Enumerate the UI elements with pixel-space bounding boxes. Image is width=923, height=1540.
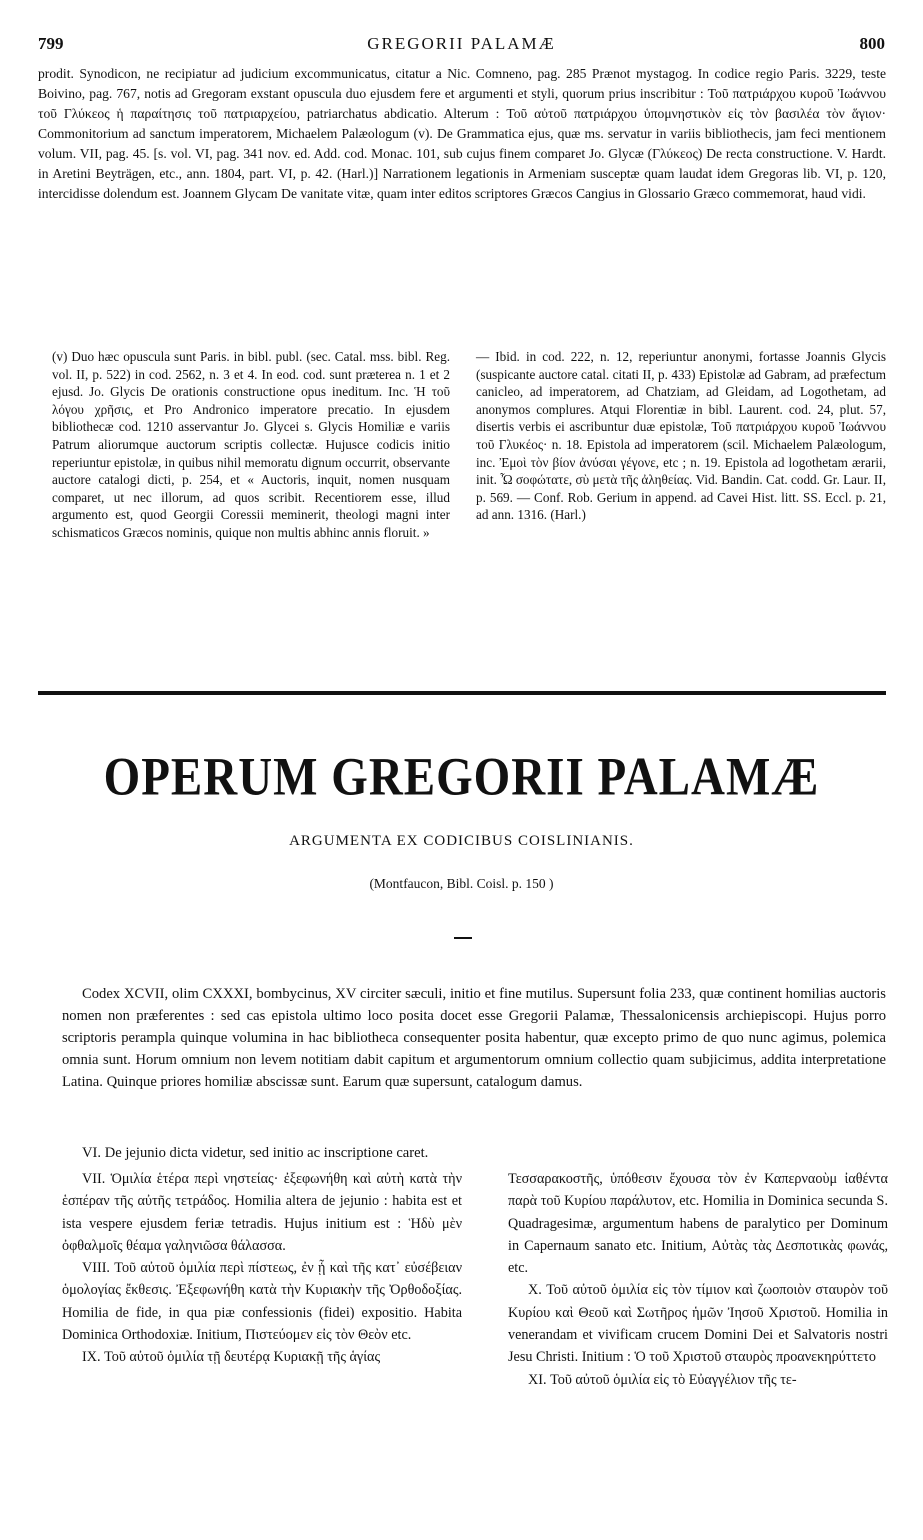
homily-entry: XI. Τοῦ αὐτοῦ ὁμιλία εἰς τὸ Εὐαγγέλιον τῆς τε- [528, 1371, 797, 1388]
running-header [38, 34, 885, 54]
page-number-right: 800 [859, 34, 885, 53]
page-number-left: 799 [38, 34, 64, 53]
paragraph-vi: VI. De jejunio dicta videtur, sed initio ac inscriptione caret. [82, 1145, 429, 1161]
column-right [508, 1168, 888, 1391]
section-divider [38, 691, 886, 695]
body-paragraph: Codex XCVII, olim CXXXI, bombycinus, XV circiter sæculi, initio et fine mutilus. Supersunt folia 233, quæ continent homilias auctoris nomen non præferentes : sed cas epistola ultimo loco posita docet esse Gregorii Palamæ, Thessalonicensis archiepiscopi. Hujus porro scriptoris perampla quinque volumina in hac bibliotheca consequenter posita habentur, quæ excepto primo de quo nunc agimus, polemica omnia sunt. Horum omnium non levem notitiam dabit capitum et argumentorum omnium collectio quam subjicimus, addita interpretatione Latina. Quinque priores homiliæ abscissæ sunt. Earum quæ supersunt, catalogum damus. [62, 986, 886, 1090]
short-rule [454, 937, 472, 939]
section-title: OPERUM GREGORII PALAMÆ [103, 747, 820, 807]
section-subtitle: ARGUMENTA EX CODICIBUS COISLINIANIS. [289, 833, 634, 849]
intro-paragraph: prodit. Synodicon, ne recipiatur ad judicium excommunicatus, citatur a Nic. Comneno, pag. 285 Prænot mystagog. In codice regio Paris. 3229, teste Boivino, pag. 767, notis ad Gregoram exstant opuscula duo ejusdem fere et argumenti et styli, quorum prius inscribitur : Τοῦ πατριάρχου κυροῦ Ἰωάννου τοῦ Γλύκεος ἡ παραίτησις τοῦ πατριαρχείου, patriarchatus abdicatio. Alterum : Τοῦ αὐτοῦ πατριάρχου ὑπομνηστικὸν εἰς τὸν βασιλέα τὸν ἅγιον· Commonitorium ad sanctum imperatorem, Michaelem Palæologum (v). De Grammatica ejus, quæ ms. servatur in variis bibliothecis, jam feci mentionem volum. VII, pag. 45. [s. vol. VI, pag. 341 nov. ed. Add. cod. Monac. 101, sub cujus finem comparet Jo. Glycæ (Γλύκεος) De recta constructione. V. Hardt. in Aretini Beyträgen, etc., ann. 1804, part. VI, p. 42. (Harl.)] Narrationem legationis in Armeniam susceptæ quam laudat idem Gregoras lib. VI, p. 120, intercidisse dolendum est. Joannem Glycam De vanitate vitæ, quam inter editos scriptores Græcos Cangius in Glossario Græco commemorat, haud vidi. [38, 66, 886, 201]
homily-entry: X. Τοῦ αὐτοῦ ὁμιλία εἰς τὸν τίμιον καὶ ζωοποιὸν σταυρὸν τοῦ Κυρίου καὶ Θεοῦ καὶ Σωτῆρος ἡμῶν Ἰησοῦ Χριστοῦ. Homilia in venerandam et vivificam crucem Domini Dei et Salvatoris nostri Jesu Christi. Initium : Ὁ τοῦ Χριστοῦ σταυρὸς προανεκηρύττετο [508, 1282, 888, 1366]
homily-entry: IX. Τοῦ αὐτοῦ ὁμιλία τῇ δευτέρᾳ Κυριακῇ τῆς ἁγίας [82, 1349, 381, 1366]
homily-entry: VII. Ὁμιλία ἑτέρα περὶ νηστείας· ἐξεφωνήθη καὶ αὐτὴ κατὰ τὴν ἑσπέραν τῆς αὐτῆς τετράδος. Homilia altera de jejunio : habita est et ista vespere ejusdem feriæ tetradis. Hujus initium est : Ἡδὺ μὲν ὀφθαλμοῖς θέαμα γαληνιῶσα θάλασσα. [62, 1171, 462, 1254]
homily-entry: VIII. Τοῦ αὐτοῦ ὁμιλία περὶ πίστεως, ἐν ᾗ καὶ τῆς κατ᾽ εὐσέβειαν ὁμολογίας ἔκθεσις. Ἐξεφωνήθη κατὰ τὴν Κυριακὴν τῆς Ὀρθοδοξίας. Homilia de fide, in qua piæ confessionis (fidei) expositio. Habita Dominica Orthodoxiæ. Initium, Πιστεύομεν εἰς τὸν Θεὸν etc. [62, 1260, 462, 1344]
column-left [62, 1168, 462, 1369]
footnote-right: — Ibid. in cod. 222, n. 12, reperiuntur anonymi, fortasse Joannis Glycis (suspicante auctore catal. citati II, p. 433) Epistolæ ad Gabram, ad præfectum canicleo, ad imperatorem, ad Chatziam, ad Gleidam, ad Logothetam, ad anonymos complures. Atqui Florentiæ in bibl. Laurent. cod. 24, plut. 57, disertis verbis ei ascribuntur duæ epistolæ, Τοῦ πατριάρχου κυροῦ Ἰωάννου τοῦ Γλυκέος· n. 18. Epistola ad imperatorem (scil. Michaelem Palæologum, inc. Ἐμοὶ τὸν βίον ἀνύσαι γέγονε, etc ; n. 19. Epistola ad logothetam ærarii, init. Ὦ σοφώτατε, σὺ μετὰ τῆς ἀληθείας. Vid. Bandin. Cat. codd. Gr. Laur. II, p. 569. — Conf. Rob. Gerium in append. ad Cavei Hist. litt. SS. Eccl. p. 21, ad ann. 1316. (Harl.) [476, 349, 886, 523]
running-title: GREGORII PALAMÆ [367, 34, 556, 53]
homily-entry: Τεσσαρακοστῆς, ὑπόθεσιν ἔχουσα τὸν ἐν Καπερναοὺμ ἰαθέντα παρὰ τοῦ Κυρίου παράλυτον, etc. Homilia in Dominica secunda S. Quadragesimæ, argumentum habens de paralytico per Dominum in Capernaum sanato etc. Initium, Αὐτὰς τὰς Δεσποτικὰς φωνάς, etc. [508, 1171, 888, 1277]
section-source: (Montfaucon, Bibl. Coisl. p. 150 ) [369, 876, 554, 891]
footnote-left: (v) Duo hæc opuscula sunt Paris. in bibl. publ. (sec. Catal. mss. bibl. Reg. vol. II, p. 522) in cod. 2562, n. 3 et 4. In eod. cod. sunt præterea n. 1 et 2 ejusd. Jo. Glycis De orationis constructione opus ineditum. Inc. Ἡ τοῦ λόγου χρῆσις, et Pro Andronico imperatore precatio. In ejusdem bibliothecæ cod. 1210 asservantur Jo. Glycei s. Glycis Homiliæ e variis Patrum aliorumque auctorum scriptis collectæ. Hujusce codicis initio reperiuntur epistolæ, in quibus nihil memoratu dignum occurrit, observante auctore catalogi dicti, p. 254, et « Auctoris, inquit, nomen nusquam comparet, ut nec illorum, ad quos scribit. Recentiorem esse, illud argumento est, quod Georgii Coressii meminerit, theologi magni inter schismaticos Græcos nominis, quique non multis abhinc annis floruit. » [52, 349, 450, 540]
